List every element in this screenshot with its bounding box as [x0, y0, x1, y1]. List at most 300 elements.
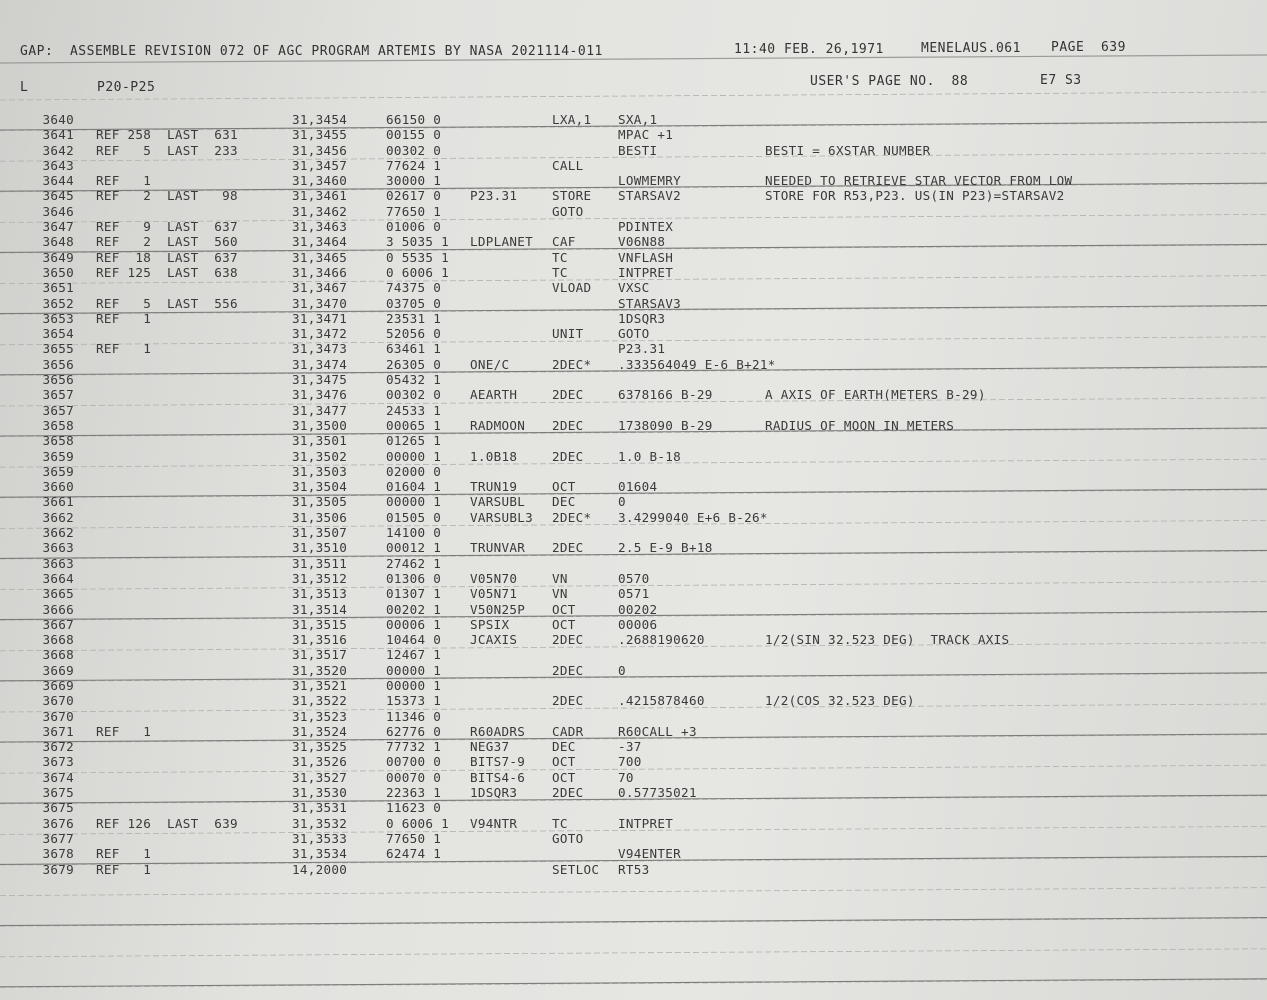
line-number: 3674: [42, 769, 74, 785]
line-number: 3648: [42, 234, 74, 250]
address: 31,3524: [292, 723, 348, 739]
line-number: 3656: [42, 372, 74, 388]
address: 31,3472: [292, 326, 348, 342]
line-number: 3653: [42, 310, 74, 326]
octal-value: 3 5035 1: [386, 234, 450, 250]
operand: 0.57735021: [618, 785, 697, 801]
listing-timestamp: 11:40 FEB. 26,1971: [734, 42, 884, 57]
operand: R60CALL +3: [618, 723, 697, 739]
octal-value: 23531 1: [386, 310, 442, 326]
address: 31,3504: [292, 479, 348, 495]
listing-row: [0, 127, 1267, 142]
address: 31,3517: [292, 647, 348, 663]
opcode: 2DEC: [552, 387, 584, 403]
address: 31,3500: [292, 417, 348, 433]
operand: P23.31: [618, 341, 666, 357]
octal-value: 0 6006 1: [386, 815, 450, 831]
octal-value: 22363 1: [386, 785, 442, 801]
section-label: P20-P25: [97, 80, 156, 95]
octal-value: 01604 1: [386, 479, 442, 495]
address: 31,3522: [292, 693, 348, 709]
comment: 1/2(SIN 32.523 DEG) TRACK AXIS: [765, 632, 1010, 648]
listing-row: [0, 862, 1267, 877]
label: AEARTH: [470, 387, 518, 403]
listing-row: [0, 204, 1267, 219]
label: 1.0B18: [470, 448, 518, 464]
opcode: UNIT: [552, 326, 584, 342]
line-number: 3676: [42, 815, 74, 831]
rule-line: [0, 979, 1267, 987]
operand: LOWMEMRY: [618, 173, 682, 189]
octal-value: 30000 1: [386, 173, 442, 189]
address: 31,3474: [292, 356, 348, 372]
operand: 1738090 B-29: [618, 417, 713, 433]
label: BITS7-9: [470, 754, 526, 770]
octal-value: 00700 0: [386, 754, 442, 770]
operand: VXSC: [618, 280, 650, 296]
address: 31,3461: [292, 188, 348, 204]
operand: 70: [618, 769, 634, 785]
listing-row: [0, 586, 1267, 601]
opcode: LXA,1: [552, 112, 592, 127]
octal-value: 00070 0: [386, 769, 442, 785]
listing-row: [0, 709, 1267, 724]
listing-row: [0, 341, 1267, 356]
address: 31,3533: [292, 830, 348, 846]
octal-value: 27462 1: [386, 555, 442, 571]
label: VARSUBL: [470, 494, 526, 510]
address: 31,3515: [292, 616, 348, 632]
octal-value: 11623 0: [386, 800, 442, 816]
listing-row: [0, 311, 1267, 326]
operand: 00006: [618, 616, 658, 632]
operand: 1.0 B-18: [618, 448, 682, 464]
operand: SXA,1: [618, 112, 658, 127]
opcode: GOTO: [552, 203, 584, 219]
label: LDPLANET: [470, 234, 534, 250]
line-number: 3670: [42, 693, 74, 709]
opcode: CALL: [552, 157, 584, 173]
address: 31,3501: [292, 433, 348, 449]
listing-row: [0, 800, 1267, 815]
octal-value: 12467 1: [386, 647, 442, 663]
listing-row: [0, 678, 1267, 693]
listing-row: [0, 219, 1267, 234]
listing-row: [0, 372, 1267, 387]
line-number: 3650: [42, 264, 74, 280]
operand: RT53: [618, 861, 650, 877]
octal-value: 77624 1: [386, 157, 442, 173]
octal-value: 66150 0: [386, 112, 442, 127]
octal-value: 01265 1: [386, 433, 442, 449]
listing-row: [0, 540, 1267, 555]
listing-row: [0, 663, 1267, 678]
opcode: 2DEC: [552, 693, 584, 709]
line-number: 3657: [42, 387, 74, 403]
listing-row: [0, 112, 1267, 127]
operand: INTPRET: [618, 264, 674, 280]
octal-value: 14100 0: [386, 525, 442, 541]
octal-value: 77732 1: [386, 739, 442, 755]
reference: REF 1: [96, 861, 152, 877]
opcode: STORE: [552, 188, 592, 204]
label: V94NTR: [470, 815, 518, 831]
line-number: 3673: [42, 754, 74, 770]
address: 31,3513: [292, 586, 348, 602]
operand: V06N88: [618, 234, 666, 250]
listing-row: [0, 280, 1267, 295]
octal-value: 00202 1: [386, 601, 442, 617]
listing-row: [0, 403, 1267, 418]
listing-row: [0, 846, 1267, 861]
line-number: 3640: [42, 112, 74, 127]
address: 31,3460: [292, 173, 348, 189]
operand: V94ENTER: [618, 846, 682, 862]
address: 31,3510: [292, 540, 348, 556]
listing-row: [0, 234, 1267, 249]
octal-value: 00000 1: [386, 448, 442, 464]
line-number: 3666: [42, 601, 74, 617]
sheet-code: E7 S3: [1040, 73, 1082, 88]
label: BITS4-6: [470, 769, 526, 785]
label: VARSUBL3: [470, 509, 534, 525]
listing-row: [0, 693, 1267, 708]
opcode: OCT: [552, 479, 576, 495]
opcode: VLOAD: [552, 280, 592, 296]
octal-value: 00302 0: [386, 387, 442, 403]
listing-row: [0, 785, 1267, 800]
listing-row: [0, 510, 1267, 525]
address: 31,3520: [292, 662, 348, 678]
line-number: 3669: [42, 662, 74, 678]
line-number: 3669: [42, 677, 74, 693]
operand: .2688190620: [618, 632, 705, 648]
octal-value: 01306 0: [386, 570, 442, 586]
reference: REF 125 LAST 638: [96, 264, 238, 280]
line-number: 3672: [42, 739, 74, 755]
address: 31,3466: [292, 264, 348, 280]
address: 31,3502: [292, 448, 348, 464]
label: V50N25P: [470, 601, 526, 617]
operand: 700: [618, 754, 642, 770]
rule-line: [0, 888, 1267, 896]
octal-value: 74375 0: [386, 280, 442, 296]
listing-page-number: PAGE 639: [1051, 40, 1126, 55]
octal-value: 01505 0: [386, 509, 442, 525]
line-number: 3657: [42, 402, 74, 418]
octal-value: 00006 1: [386, 616, 442, 632]
line-number: 3665: [42, 586, 74, 602]
line-number: 3658: [42, 417, 74, 433]
operand: -37: [618, 739, 642, 755]
opcode: CADR: [552, 723, 584, 739]
operand: 01604: [618, 479, 658, 495]
line-number: 3663: [42, 540, 74, 556]
listing-row: [0, 602, 1267, 617]
line-number: 3677: [42, 830, 74, 846]
line-number: 3668: [42, 632, 74, 648]
line-number: 3660: [42, 479, 74, 495]
line-number: 3646: [42, 203, 74, 219]
label: NEG37: [470, 739, 510, 755]
listing-row: [0, 173, 1267, 188]
listing-row: [0, 525, 1267, 540]
reference: REF 5 LAST 556: [96, 295, 238, 311]
operand: BESTI: [618, 142, 658, 158]
listing-row: [0, 494, 1267, 509]
reference: REF 5 LAST 233: [96, 142, 238, 158]
address: 31,3506: [292, 509, 348, 525]
opcode: 2DEC: [552, 662, 584, 678]
users-page-number: USER'S PAGE NO. 88: [810, 74, 969, 89]
operand: 0: [618, 662, 626, 678]
comment: 1/2(COS 32.523 DEG): [765, 693, 915, 709]
operand: 6378166 B-29: [618, 387, 713, 403]
comment: BESTI = 6XSTAR NUMBER: [765, 142, 931, 158]
address: 31,3465: [292, 249, 348, 265]
listing-row: [0, 296, 1267, 311]
listing-row: [0, 647, 1267, 662]
address: 31,3514: [292, 601, 348, 617]
address: 31,3534: [292, 846, 348, 862]
octal-value: 00000 1: [386, 677, 442, 693]
listing-row: [0, 816, 1267, 831]
octal-value: 0 6006 1: [386, 264, 450, 280]
opcode: 2DEC: [552, 540, 584, 556]
listing-row: [0, 143, 1267, 158]
octal-value: 03705 0: [386, 295, 442, 311]
line-number: 3675: [42, 785, 74, 801]
listing-row: [0, 433, 1267, 448]
line-number: 3667: [42, 616, 74, 632]
label: 1DSQR3: [470, 785, 518, 801]
opcode: 2DEC*: [552, 356, 592, 372]
line-number: 3647: [42, 219, 74, 235]
line-number: 3675: [42, 800, 74, 816]
line-number: 3643: [42, 157, 74, 173]
opcode: 2DEC: [552, 448, 584, 464]
listing-row: [0, 479, 1267, 494]
octal-value: 77650 1: [386, 203, 442, 219]
operand: INTPRET: [618, 815, 674, 831]
opcode: TC: [552, 264, 568, 280]
address: 31,3454: [292, 112, 348, 127]
line-number: 3661: [42, 494, 74, 510]
octal-value: 77650 1: [386, 830, 442, 846]
address: 31,3470: [292, 295, 348, 311]
opcode: OCT: [552, 769, 576, 785]
opcode: DEC: [552, 739, 576, 755]
address: 31,3507: [292, 525, 348, 541]
line-number: 3659: [42, 463, 74, 479]
listing-row: [0, 158, 1267, 173]
address: 31,3464: [292, 234, 348, 250]
opcode: TC: [552, 815, 568, 831]
address: 31,3526: [292, 754, 348, 770]
address: 31,3523: [292, 708, 348, 724]
line-number: 3668: [42, 647, 74, 663]
opcode: 2DEC: [552, 785, 584, 801]
octal-value: 01307 1: [386, 586, 442, 602]
opcode: 2DEC: [552, 632, 584, 648]
listing-row: [0, 754, 1267, 769]
reference: REF 2 LAST 98: [96, 188, 238, 204]
operand: .4215878460: [618, 693, 705, 709]
octal-value: 62474 1: [386, 846, 442, 862]
address: 31,3521: [292, 677, 348, 693]
address: 31,3457: [292, 157, 348, 173]
octal-value: 00000 1: [386, 494, 442, 510]
listing-row: [0, 571, 1267, 586]
line-number: 3644: [42, 173, 74, 189]
rule-line: [0, 979, 1267, 987]
opcode: 2DEC*: [552, 509, 592, 525]
opcode: 2DEC: [552, 417, 584, 433]
operand: 0571: [618, 586, 650, 602]
label: SPSIX: [470, 616, 510, 632]
rule-line: [0, 92, 1267, 100]
reference: REF 1: [96, 173, 152, 189]
line-number: 3656: [42, 356, 74, 372]
operand: 1DSQR3: [618, 310, 666, 326]
octal-value: 00065 1: [386, 417, 442, 433]
octal-value: 15373 1: [386, 693, 442, 709]
opcode: OCT: [552, 754, 576, 770]
rule-line: [0, 949, 1267, 957]
operand: 0570: [618, 570, 650, 586]
address: 31,3475: [292, 372, 348, 388]
reference: REF 9 LAST 637: [96, 219, 238, 235]
line-number: 3649: [42, 249, 74, 265]
operand: PDINTEX: [618, 219, 674, 235]
octal-value: 00155 0: [386, 127, 442, 143]
address: 31,3455: [292, 127, 348, 143]
address: 31,3516: [292, 632, 348, 648]
listing-title: GAP: ASSEMBLE REVISION 072 OF AGC PROGRAM ARTEMIS BY NASA 2021114-011: [20, 44, 603, 59]
opcode: CAF: [552, 234, 576, 250]
label: R60ADRS: [470, 723, 526, 739]
listing-row: [0, 739, 1267, 754]
listing-row: [0, 556, 1267, 571]
operand: 00202: [618, 601, 658, 617]
operand: STARSAV2: [618, 188, 682, 204]
octal-value: 02000 0: [386, 463, 442, 479]
rule-line: [0, 918, 1267, 926]
operand: 3.4299040 E+6 B-26*: [618, 509, 768, 525]
address: 31,3530: [292, 785, 348, 801]
octal-value: 62776 0: [386, 723, 442, 739]
listing-row: [0, 449, 1267, 464]
operand: STARSAV3: [618, 295, 682, 311]
octal-value: 26305 0: [386, 356, 442, 372]
octal-value: 01006 0: [386, 219, 442, 235]
line-number: 3658: [42, 433, 74, 449]
label: P23.31: [470, 188, 518, 204]
octal-value: 11346 0: [386, 708, 442, 724]
address: 31,3476: [292, 387, 348, 403]
listing-row: [0, 724, 1267, 739]
opcode: OCT: [552, 616, 576, 632]
operand: GOTO: [618, 326, 650, 342]
assembly-listing: [0, 112, 1267, 877]
opcode: SETLOC: [552, 861, 600, 877]
listing-row: [0, 617, 1267, 632]
operand: 2.5 E-9 B+18: [618, 540, 713, 556]
address: 31,3531: [292, 800, 348, 816]
operand: MPAC +1: [618, 127, 674, 143]
opcode: VN: [552, 586, 568, 602]
operand: .333564049 E-6 B+21*: [618, 356, 776, 372]
reference: REF 1: [96, 341, 152, 357]
address: 31,3527: [292, 769, 348, 785]
line-number: 3642: [42, 142, 74, 158]
octal-value: 10464 0: [386, 632, 442, 648]
opcode: TC: [552, 249, 568, 265]
opcode: OCT: [552, 601, 576, 617]
line-number: 3645: [42, 188, 74, 204]
label: JCAXIS: [470, 632, 518, 648]
line-number: 3655: [42, 341, 74, 357]
listing-row: [0, 188, 1267, 203]
comment: RADIUS OF MOON IN METERS: [765, 417, 955, 433]
label: TRUN19: [470, 479, 518, 495]
address: 31,3505: [292, 494, 348, 510]
reference: REF 258 LAST 631: [96, 127, 238, 143]
line-number: 3679: [42, 861, 74, 877]
line-number: 3652: [42, 295, 74, 311]
listing-row: [0, 326, 1267, 341]
line-number: 3663: [42, 555, 74, 571]
label: TRUNVAR: [470, 540, 526, 556]
listing-row: [0, 632, 1267, 647]
reference: REF 126 LAST 639: [96, 815, 238, 831]
rule-line: [0, 918, 1267, 926]
address: 31,3511: [292, 555, 348, 571]
listing-row: [0, 250, 1267, 265]
comment: NEEDED TO RETRIEVE STAR VECTOR FROM LOW: [765, 173, 1073, 189]
line-number: 3678: [42, 846, 74, 862]
address: 31,3463: [292, 219, 348, 235]
line-number: 3671: [42, 723, 74, 739]
label: V05N70: [470, 570, 518, 586]
line-number: 3641: [42, 127, 74, 143]
comment: A AXIS OF EARTH(METERS B-29): [765, 387, 986, 403]
address: 31,3462: [292, 203, 348, 219]
octal-value: 00000 1: [386, 662, 442, 678]
address: 31,3532: [292, 815, 348, 831]
comment: STORE FOR R53,P23. US(IN P23)=STARSAV2: [765, 188, 1065, 204]
address: 31,3477: [292, 402, 348, 418]
opcode: GOTO: [552, 830, 584, 846]
octal-value: 24533 1: [386, 402, 442, 418]
address: 14,2000: [292, 861, 348, 877]
label: V05N71: [470, 586, 518, 602]
listing-row: [0, 357, 1267, 372]
address: 31,3471: [292, 310, 348, 326]
listing-source: MENELAUS.061: [921, 41, 1021, 56]
listing-row: [0, 418, 1267, 433]
octal-value: 0 5535 1: [386, 249, 450, 265]
listing-row: [0, 387, 1267, 402]
opcode: DEC: [552, 494, 576, 510]
octal-value: 00012 1: [386, 540, 442, 556]
address: 31,3467: [292, 280, 348, 296]
line-number: 3670: [42, 708, 74, 724]
listing-row: [0, 265, 1267, 280]
opcode: VN: [552, 570, 568, 586]
line-number: 3664: [42, 570, 74, 586]
reference: REF 1: [96, 723, 152, 739]
